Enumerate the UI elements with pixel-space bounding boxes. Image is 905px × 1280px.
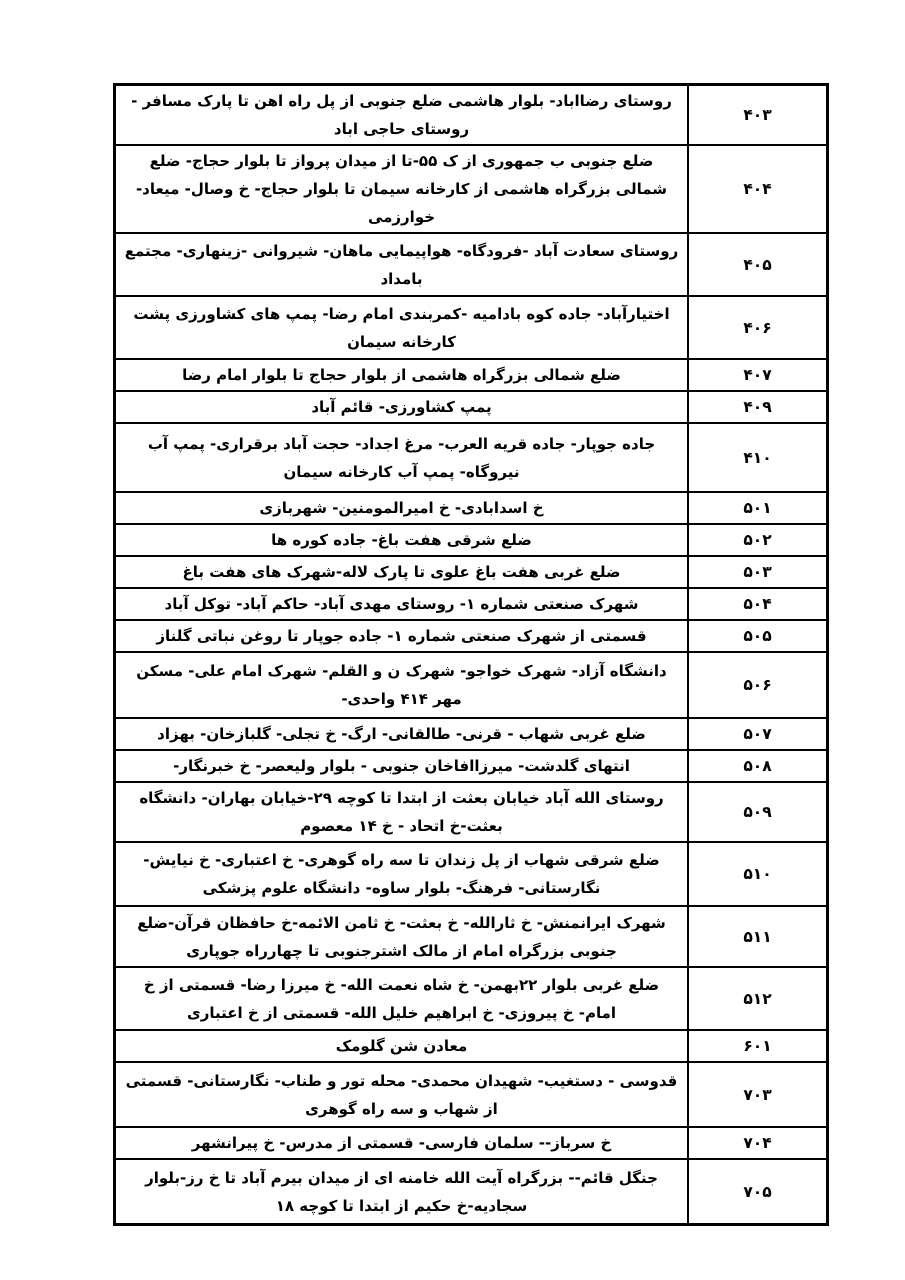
table-row bbox=[116, 907, 826, 968]
zone-description: اختیارآباد- جاده کوه بادامیه -کمربندی امام رضا- پمپ های کشاورزی پشت کارخانه سیمان bbox=[133, 304, 670, 351]
zone-code: ۷۰۴ bbox=[687, 1128, 826, 1158]
table-row bbox=[116, 297, 826, 360]
zone-description: دانشگاه آزاد- شهرک خواجو- شهرک ن و القلم- شهرک امام علی- مسکن مهر ۴۱۴ واحدی- bbox=[136, 662, 667, 708]
zone-description: ضلع غربی بلوار ۲۲بهمن- خ شاه نعمت الله- خ میرزا رضا- قسمتی از خ امام- خ پیروزی- خ ابراهیم خلیل الله- قسمتی از خ اعتباری bbox=[143, 975, 660, 1022]
table-row bbox=[116, 392, 826, 424]
table-row bbox=[116, 589, 826, 621]
zone-description: معادن شن گلومک bbox=[335, 1037, 468, 1055]
zone-description: ضلع جنوبی ب جمهوری از ک ۵۵-تا از میدان پرواز تا بلوار حجاج- ضلع شمالی بزرگراه هاشمی از کارخانه سیمان تا بلوار حجاج- خ وصال- میعاد- خوارزمی bbox=[135, 152, 668, 226]
zone-code: ۵۰۴ bbox=[687, 589, 826, 619]
zone-code: ۵۰۷ bbox=[687, 719, 826, 749]
zone-description: روستای رضااباد- بلوار هاشمی ضلع جنوبی از پل راه اهن تا پارک مسافر - روستای حاجی اباد bbox=[131, 92, 672, 138]
table-row bbox=[116, 234, 826, 297]
zone-code: ۵۰۶ bbox=[687, 653, 826, 717]
table-row bbox=[116, 1031, 826, 1063]
table-row bbox=[116, 843, 826, 907]
zone-code: ۵۰۵ bbox=[687, 621, 826, 651]
table-row bbox=[116, 653, 826, 719]
zone-code: ۷۰۵ bbox=[687, 1160, 826, 1223]
table-row bbox=[116, 1063, 826, 1128]
zone-description: قدوسی - دستغیب- شهیدان محمدی- محله تور و طناب- نگارستانی- قسمتی از شهاب و سه راه گوهری bbox=[125, 1071, 678, 1118]
table-row bbox=[116, 424, 826, 493]
zone-code: ۴۰۶ bbox=[687, 297, 826, 358]
table-row bbox=[116, 493, 826, 525]
zone-description: روستای سعادت آباد -فرودگاه- هواپیمایی ماهان- شیروانی -زینهاری- مجتمع بامداد bbox=[124, 241, 679, 288]
zone-description: انتهای گلدشت- میرزاافاخان جنوبی - بلوار ولیعصر- خ خبرنگار- bbox=[173, 757, 630, 775]
zone-code: ۴۰۷ bbox=[687, 360, 826, 390]
table-row bbox=[116, 146, 826, 234]
table-row bbox=[116, 360, 826, 392]
zone-code: ۵۱۱ bbox=[687, 907, 826, 966]
zone-description: ضلع شرقی هفت باغ- جاده کوره ها bbox=[271, 531, 532, 549]
zone-description: خ سرباز-- سلمان فارسی- قسمتی از مدرس- خ پیرانشهر bbox=[191, 1134, 612, 1152]
zone-code: ۶۰۱ bbox=[687, 1031, 826, 1061]
zone-code: ۴۰۴ bbox=[687, 146, 826, 232]
table-row bbox=[116, 621, 826, 653]
zone-code: ۵۰۳ bbox=[687, 557, 826, 587]
zone-description: ضلع غربی شهاب - قرنی- طالقانی- ارگ- خ تجلی- گلبازخان- بهزاد bbox=[157, 725, 646, 743]
zone-code: ۴۰۳ bbox=[687, 86, 826, 144]
table-row bbox=[116, 1128, 826, 1160]
zone-code: ۴۰۵ bbox=[687, 234, 826, 295]
zone-code: ۵۱۲ bbox=[687, 968, 826, 1029]
zone-description: روستای الله آباد خیابان بعثت از ابتدا تا کوچه ۲۹-خیابان بهاران- دانشگاه بعثت-خ اتحاد - خ ۱۴ معصوم bbox=[139, 789, 664, 835]
table-row bbox=[116, 86, 826, 146]
zone-code: ۴۰۹ bbox=[687, 392, 826, 422]
table-row bbox=[116, 557, 826, 589]
zone-code: ۵۰۹ bbox=[687, 783, 826, 841]
table-row bbox=[116, 751, 826, 783]
zone-code: ۵۰۱ bbox=[687, 493, 826, 523]
zone-description: خ اسدابادی- خ امیرالمومنین- شهربازی bbox=[259, 499, 544, 517]
zones-table bbox=[113, 83, 829, 1226]
zone-code: ۵۰۸ bbox=[687, 751, 826, 781]
zone-description: ضلع شرقی شهاب از پل زندان تا سه راه گوهری- خ اعتباری- خ نیایش- نگارستانی- فرهنگ- بلوار ساوه- دانشگاه علوم پزشکی bbox=[143, 851, 660, 897]
zone-code: ۷۰۳ bbox=[687, 1063, 826, 1126]
table-row bbox=[116, 1160, 826, 1223]
zone-code: ۵۱۰ bbox=[687, 843, 826, 905]
zone-description: قسمتی از شهرک صنعتی شماره ۱- جاده جوپار تا روغن نباتی گلناز bbox=[156, 627, 647, 645]
zone-description: شهرک صنعتی شماره ۱- روستای مهدی آباد- حاکم آباد- توکل آباد bbox=[164, 595, 639, 613]
table-row bbox=[116, 783, 826, 843]
zone-description: ضلع غربی هفت باغ علوی تا پارک لاله-شهرک های هفت باغ bbox=[182, 563, 621, 581]
zone-description: ضلع شمالی بزرگراه هاشمی از بلوار حجاج تا بلوار امام رضا bbox=[182, 366, 621, 384]
zone-code: ۵۰۲ bbox=[687, 525, 826, 555]
zone-description: جنگل قائم-- بزرگراه آیت الله خامنه ای از میدان بیرم آباد تا خ رز-بلوار سجادیه-خ حکیم از ابتدا تا کوچه ۱۸ bbox=[145, 1168, 658, 1215]
zone-description: جاده جوپار- جاده قریه العرب- مرغ اجداد- حجت آباد برقراری- پمپ آب نیروگاه- پمپ آب کارخانه سیمان bbox=[147, 434, 656, 481]
zone-code: ۴۱۰ bbox=[687, 424, 826, 491]
table-row bbox=[116, 719, 826, 751]
zone-description: شهرک ایرانمنش- خ ثارالله- خ بعثت- خ ثامن الائمه-خ حافظان قرآن-ضلع جنوبی بزرگراه امام از مالک اشترجنوبی تا چهارراه جوپاری bbox=[137, 913, 666, 960]
table-row bbox=[116, 968, 826, 1031]
zone-description: پمپ کشاورزی- قائم آباد bbox=[311, 398, 492, 416]
table-row bbox=[116, 525, 826, 557]
